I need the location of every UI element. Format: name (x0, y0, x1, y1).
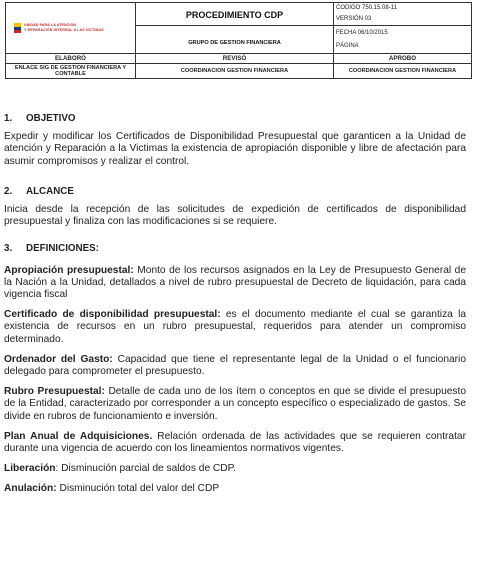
reviso-value: COORDINACION GESTION FINANCIERA (136, 64, 334, 79)
flag-icon (14, 23, 21, 33)
document-title: PROCEDIMIENTO CDP (185, 10, 284, 20)
code-version-cell (334, 3, 472, 26)
definition-item: Apropiación presupuestal: Monto de los recursos asignados en la Ley de Presupuesto General de la Nación a la Unidad, detallados a nivel de rubro presupuestal de Decreto de liquidación, para cada vigencia fiscal (4, 264, 467, 301)
aprobo-header: APROBO (334, 54, 472, 64)
definition-item: Anulación: Disminución total del valor del CDP (4, 483, 220, 495)
section-alcance-text: Inicia desde la recepción de las solicitudes de expedición de certificados de disponibilidad presupuestal y finaliza con las modificaciones si se requiere. (4, 204, 466, 228)
definition-item: Liberación: Disminución parcial de saldos de CDP. (4, 463, 236, 475)
document-version: VERSIÓN 03 (336, 16, 372, 22)
definition-item: Plan Anual de Adquisiciones. Relación ordenada de las actividades que se requieren contratar durante una vigencia de acuerdo con los lineamientos normativos vigentes. (4, 430, 466, 455)
definition-item: Rubro Presupuestal: Detalle de cada uno de los ítem o conceptos en que se divide el presupuesto de la Entidad, caracterizado por corresponder a un concepto específico o especializado de gastos. Se divide en rubros de funcionamiento e inversión. (4, 386, 466, 422)
document-header-table (5, 2, 472, 79)
section-alcance-heading: 2. ALCANCE (4, 185, 74, 197)
definition-item: Ordenador del Gasto: Capacidad que tiene el representante legal de la Unidad o el funcionario delegado para comprometer el presupuesto. (4, 353, 466, 378)
section-definiciones-heading: 3. DEFINICIONES: (4, 243, 99, 255)
logo-cell (6, 3, 136, 54)
aprobo-value: COORDINACION GESTION FINANCIERA (334, 64, 472, 79)
document-page: PÁGINA (336, 43, 359, 49)
elaboro-value: ENLACE SIG DE GESTION FINANCIERA Y CONTABLE (6, 64, 136, 79)
logo-text-line-2: Y REPARACIÓN INTEGRAL A LAS VÍCTIMAS (24, 28, 104, 32)
section-objetivo-heading: 1. OBJETIVO (4, 113, 76, 124)
logo-text-line-1: UNIDAD PARA LA ATENCIÓN (24, 23, 77, 28)
group-cell (136, 26, 334, 54)
title-cell (136, 3, 334, 26)
date-page-cell (334, 26, 472, 54)
reviso-header: REVISÓ (136, 54, 334, 64)
document-code: CODIGO 750.15.08-11 (336, 5, 397, 11)
document-body (4, 113, 466, 496)
section-objetivo-text: Expedir y modificar los Certificados de Disponibilidad Presupuestal que garanticen a la Unidad de atención y Reparación a la Victimas la existencia de apropiación disponible y libre de afectación para asumir compromisos y realizar el control. (4, 131, 466, 167)
group-name: GRUPO DE GESTION FINANCIERA (188, 39, 281, 46)
document-date: FECHA 06/10/2015 (336, 30, 388, 36)
definition-item: Certificado de disponibilidad presupuestal: es el documento mediante el cual se garantiza la existencia de recursos en un rubro presupuestal, requeridos para atender un compromiso determinado. (4, 309, 466, 345)
institution-logo (8, 23, 133, 33)
elaboro-header: ELABORÓ (6, 54, 136, 64)
